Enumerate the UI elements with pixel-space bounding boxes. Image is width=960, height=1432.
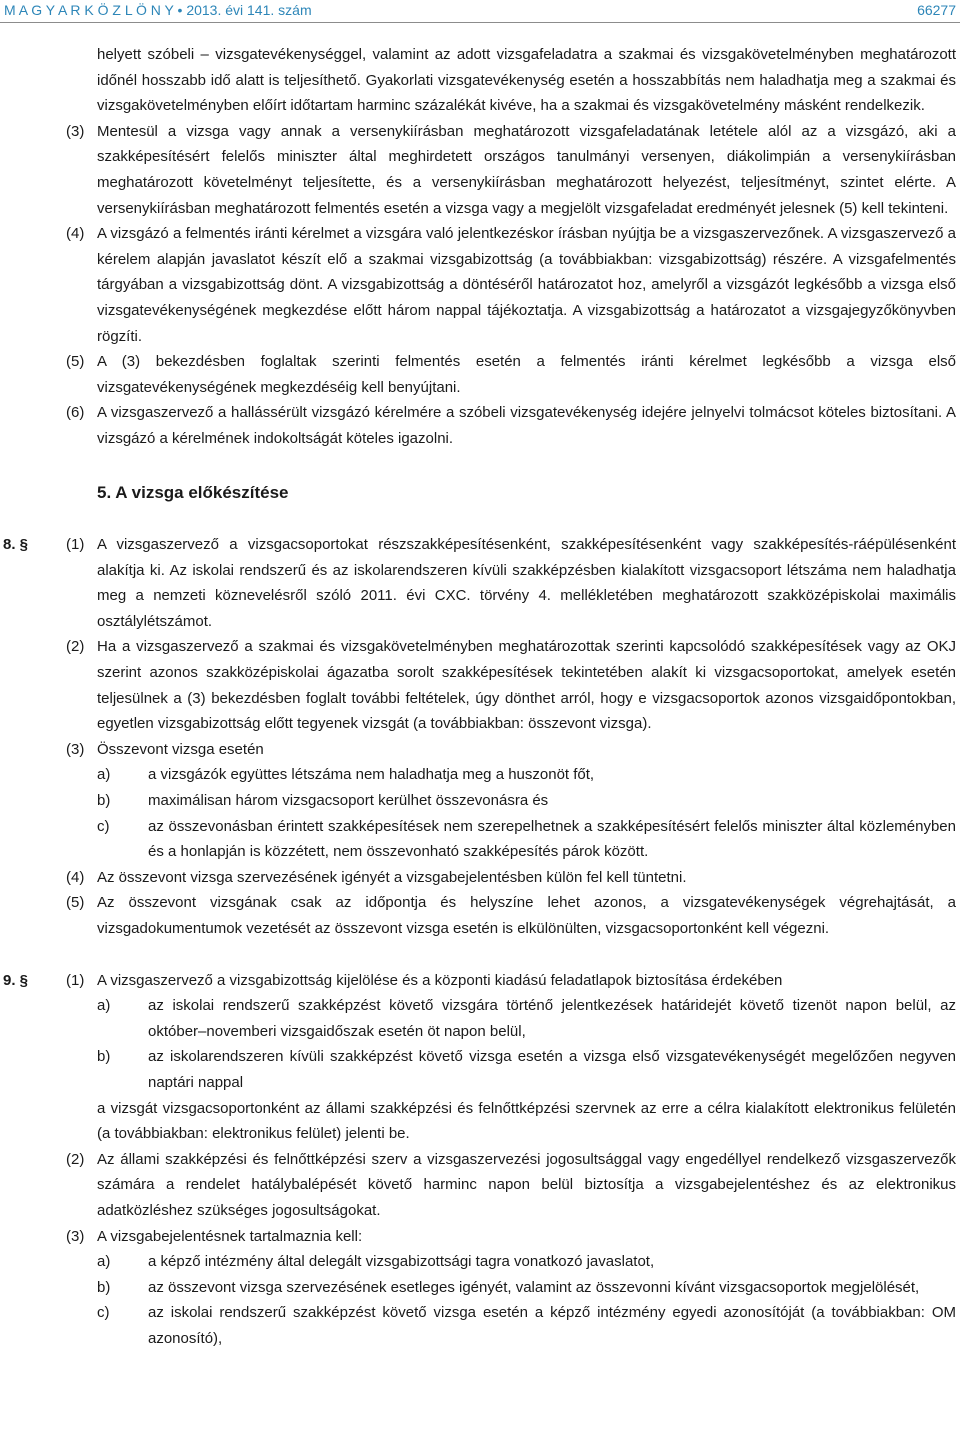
paragraph-text: Összevont vizsga esetén <box>97 740 264 758</box>
section-9-paragraph-2 <box>0 1147 960 1224</box>
paragraph-text: Az állami szakképzési és felnőttképzési szerv a vizsgaszervezési jogosultsággal vagy engedéllyel rendelkező vizsgaszervezők számára a rendelet hatálybalépését követő harminc napon belül biztosítja a vizsgabejelentéshez és az elektronikus adatközléshez szükséges jogosultságokat. <box>97 1150 956 1219</box>
list-item <box>0 788 960 814</box>
section-8-paragraph-5 <box>0 890 960 941</box>
list-item-text: az összevont vizsga szervezésének esetleges igényét, valamint az összevonni kívánt vizsgacsoportok megjelölését, <box>148 1278 920 1296</box>
section-8-paragraph-3 <box>0 737 960 763</box>
section-8-paragraph-4 <box>0 865 960 891</box>
paragraph-7-4 <box>0 221 960 349</box>
list-item-label: b) <box>97 1278 111 1296</box>
list-item-text: az iskolarendszeren kívüli szakképzést követő vizsga esetén a vizsga első vizsgatevékenységét megelőzően negyven naptári nappal <box>148 1048 956 1091</box>
section-number: 8. § <box>3 536 29 554</box>
list-item <box>0 762 960 788</box>
section-number: 9. § <box>3 971 29 989</box>
header-rule <box>0 22 960 23</box>
paragraph-number: (1) <box>66 971 85 989</box>
list-item-text: a képző intézmény által delegált vizsgabizottsági tagra vonatkozó javaslatot, <box>148 1253 655 1271</box>
list-item-text: maximálisan három vizsgacsoport kerülhet összevonásra és <box>148 792 549 810</box>
paragraph-text: A vizsgázó a felmentés iránti kérelmet a vizsgára való jelentkezéskor írásban nyújtja be a vizsgaszervezőnek. A vizsgaszervező a kérelem alapján javaslatot készít elő a szakmai vizsgabizottság (a továbbiakban: vizsgabizottság) részére. A vizsgafelmentés tárgyában a vizsgabizottság dönt. A vizsgabizottság a döntéséről határozatot hoz, amelyről a vizsgázót legkésőbb a vizsga első vizsgatevékenységének megkezdése előtt három nappal tájékoztatja. A vizsgabizottság a határozatot a vizsgajegyzőkönyvben rögzíti. <box>97 225 956 345</box>
paragraph-number: (1) <box>66 536 85 554</box>
section-9-paragraph-3 <box>0 1224 960 1250</box>
list-item <box>0 1044 960 1095</box>
paragraph-text: Az összevont vizsga szervezésének igényét a vizsgabejelentésben külön fel kell tüntetni. <box>97 868 687 886</box>
list-item <box>0 1300 960 1351</box>
section-8-paragraph-1 <box>0 532 960 634</box>
document-body <box>0 42 960 1352</box>
section-8-paragraph-2 <box>0 634 960 736</box>
list-item-text: az iskolai rendszerű szakképzést követő vizsgára történő jelentkezések határidejét követő tizenöt napon belül, az október–novemberi vizsgaidőszak esetén öt napon belül, <box>148 997 956 1040</box>
paragraph-text: Ha a vizsgaszervező a szakmai és vizsgakövetelményben meghatározottak szerinti kapcsolódó szakképesítések vagy az OKJ szerint azonos szakközépiskolai ágazatba sorolt szakképesítések tekintetében alakít ki vizsgacsoportokat, amelyek esetén teljesülnek a (3) bekezdésben foglalt további feltételek, úgy dönthet arról, hogy e vizsgacsoportok azonos vizsgaidőpontokban, egyetlen vizsgabizottság előtt tegyenek vizsgát (a továbbiakban: összevont vizsga). <box>97 638 956 733</box>
paragraph-number: (5) <box>66 353 85 371</box>
paragraph-text: A vizsgaszervező a vizsgacsoportokat részszakképesítésenként, szakképesítésenként vagy szakképesítés-ráépülésenként alakítja ki. Az iskolai rendszerű és az iskolarendszeren kívüli szakképzésben kialakított vizsgacsoport létszáma nem haladhatja meg a nemzeti köznevelésről szóló 2011. évi CXC. törvény 4. mellékletében meghatározott szakközépiskolai maximális osztálylétszámot. <box>97 536 956 630</box>
list-item <box>0 1275 960 1301</box>
list-item-label: b) <box>97 792 111 810</box>
paragraph-7-3 <box>0 119 960 221</box>
paragraph-number: (2) <box>66 1150 85 1168</box>
page-header <box>0 0 960 24</box>
paragraph-text: A vizsgaszervező a hallássérült vizsgázó kérelmére a szóbeli vizsgatevékenység idejére jelnyelvi tolmácsot köteles biztosítani. A vizsgázó a kérelmének indokoltságát köteles igazolni. <box>97 404 956 447</box>
paragraph-number: (4) <box>66 225 85 243</box>
continued-paragraph: helyett szóbeli – vizsgatevékenységgel, valamint az adott vizsgafeladatra a szakmai és vizsgakövetelményben meghatározott időnél hosszabb idő alatt is teljesíthető. Gyakorlati vizsgatevékenység esetén a hosszabbítás nem haladhatja meg a szakmai és vizsgakövetelményben előírt időtartam harminc százalékát kivéve, ha a szakmai és vizsgakövetelmény másként rendelkezik. <box>97 46 956 115</box>
list-item-text: a vizsgázók együttes létszáma nem haladhatja meg a huszonöt főt, <box>148 766 595 784</box>
paragraph-text: Mentesül a vizsga vagy annak a versenykiírásban meghatározott vizsgafeladatának letétele alól az a vizsgázó, aki a szakképesítésért felelős miniszter által meghirdetett országos tanulmányi versenyen, diákolimpián a versenykiírásban meghatározott követelményt teljesítette, és a versenykiírásban meghatározott helyezést, teljesítményt, szintet elérte. A versenykiírásban meghatározott felmentés esetén a vizsga vagy a megjelölt vizsgafeladat eredményét jelesnek (5) kell tekinteni. <box>97 122 956 217</box>
list-item-label: a) <box>97 1253 111 1271</box>
paragraph-number: (3) <box>66 1227 85 1245</box>
list-item <box>0 1249 960 1275</box>
list-item-label: a) <box>97 766 111 784</box>
paragraph-text: A (3) bekezdésben foglaltak szerinti felmentés esetén a felmentés iránti kérelmet legkésőbb a vizsga első vizsgatevékenységének megkezdéséig kell benyújtani. <box>97 353 956 396</box>
list-item-text: az összevonásban érintett szakképesítések nem szerepelhetnek a szakképesítésért felelős miniszter által közleményben és a honlapján is közzétett, nem összevonható szakképesítés párok között. <box>148 817 956 861</box>
list-item-label: c) <box>97 817 110 835</box>
list-item-label: c) <box>97 1304 110 1322</box>
page-number: 66277 <box>917 2 956 18</box>
section-title: 5. A vizsga előkészítése <box>97 482 289 502</box>
list-item-label: b) <box>97 1048 111 1066</box>
list-item-label: a) <box>97 997 111 1015</box>
paragraph-text: A vizsgaszervező a vizsgabizottság kijelölése és a központi kiadású feladatlapok biztosítása érdekében <box>97 971 783 989</box>
list-item-text: az iskolai rendszerű szakképzést követő vizsga esetén a képző intézmény egyedi azonosítóját (a továbbiakban: OM azonosító), <box>148 1304 956 1347</box>
paragraph-7-5 <box>0 349 960 400</box>
paragraph-7-6 <box>0 400 960 451</box>
section-gap <box>0 942 960 968</box>
journal-title: M A G Y A R K Ö Z L Ö N Y • 2013. évi 141. szám <box>4 2 312 18</box>
list-item <box>0 814 960 865</box>
paragraph-number: (2) <box>66 638 85 656</box>
paragraph-number: (5) <box>66 894 85 912</box>
section-9-paragraph-1 <box>0 968 960 994</box>
paragraph-number: (6) <box>66 404 85 422</box>
paragraph-number: (3) <box>66 122 85 140</box>
paragraph-text: A vizsgabejelentésnek tartalmaznia kell: <box>97 1227 363 1245</box>
paragraph-text: Az összevont vizsgának csak az időpontja és helyszíne lehet azonos, a vizsgatevékenységek végrehajtását, a vizsgadokumentumok vezetését az összevont vizsga esetén is elkülönülten, vizsgacsoportonként kell végezni. <box>97 894 956 937</box>
paragraph-number: (3) <box>66 740 85 758</box>
paragraph-tail: a vizsgát vizsgacsoportonként az állami szakképzési és felnőttképzési szervnek az erre a célra kialakított elektronikus felületén (a továbbiakban: elektronikus felület) jelenti be. <box>97 1099 956 1143</box>
list-item <box>0 993 960 1044</box>
paragraph-number: (4) <box>66 868 85 886</box>
